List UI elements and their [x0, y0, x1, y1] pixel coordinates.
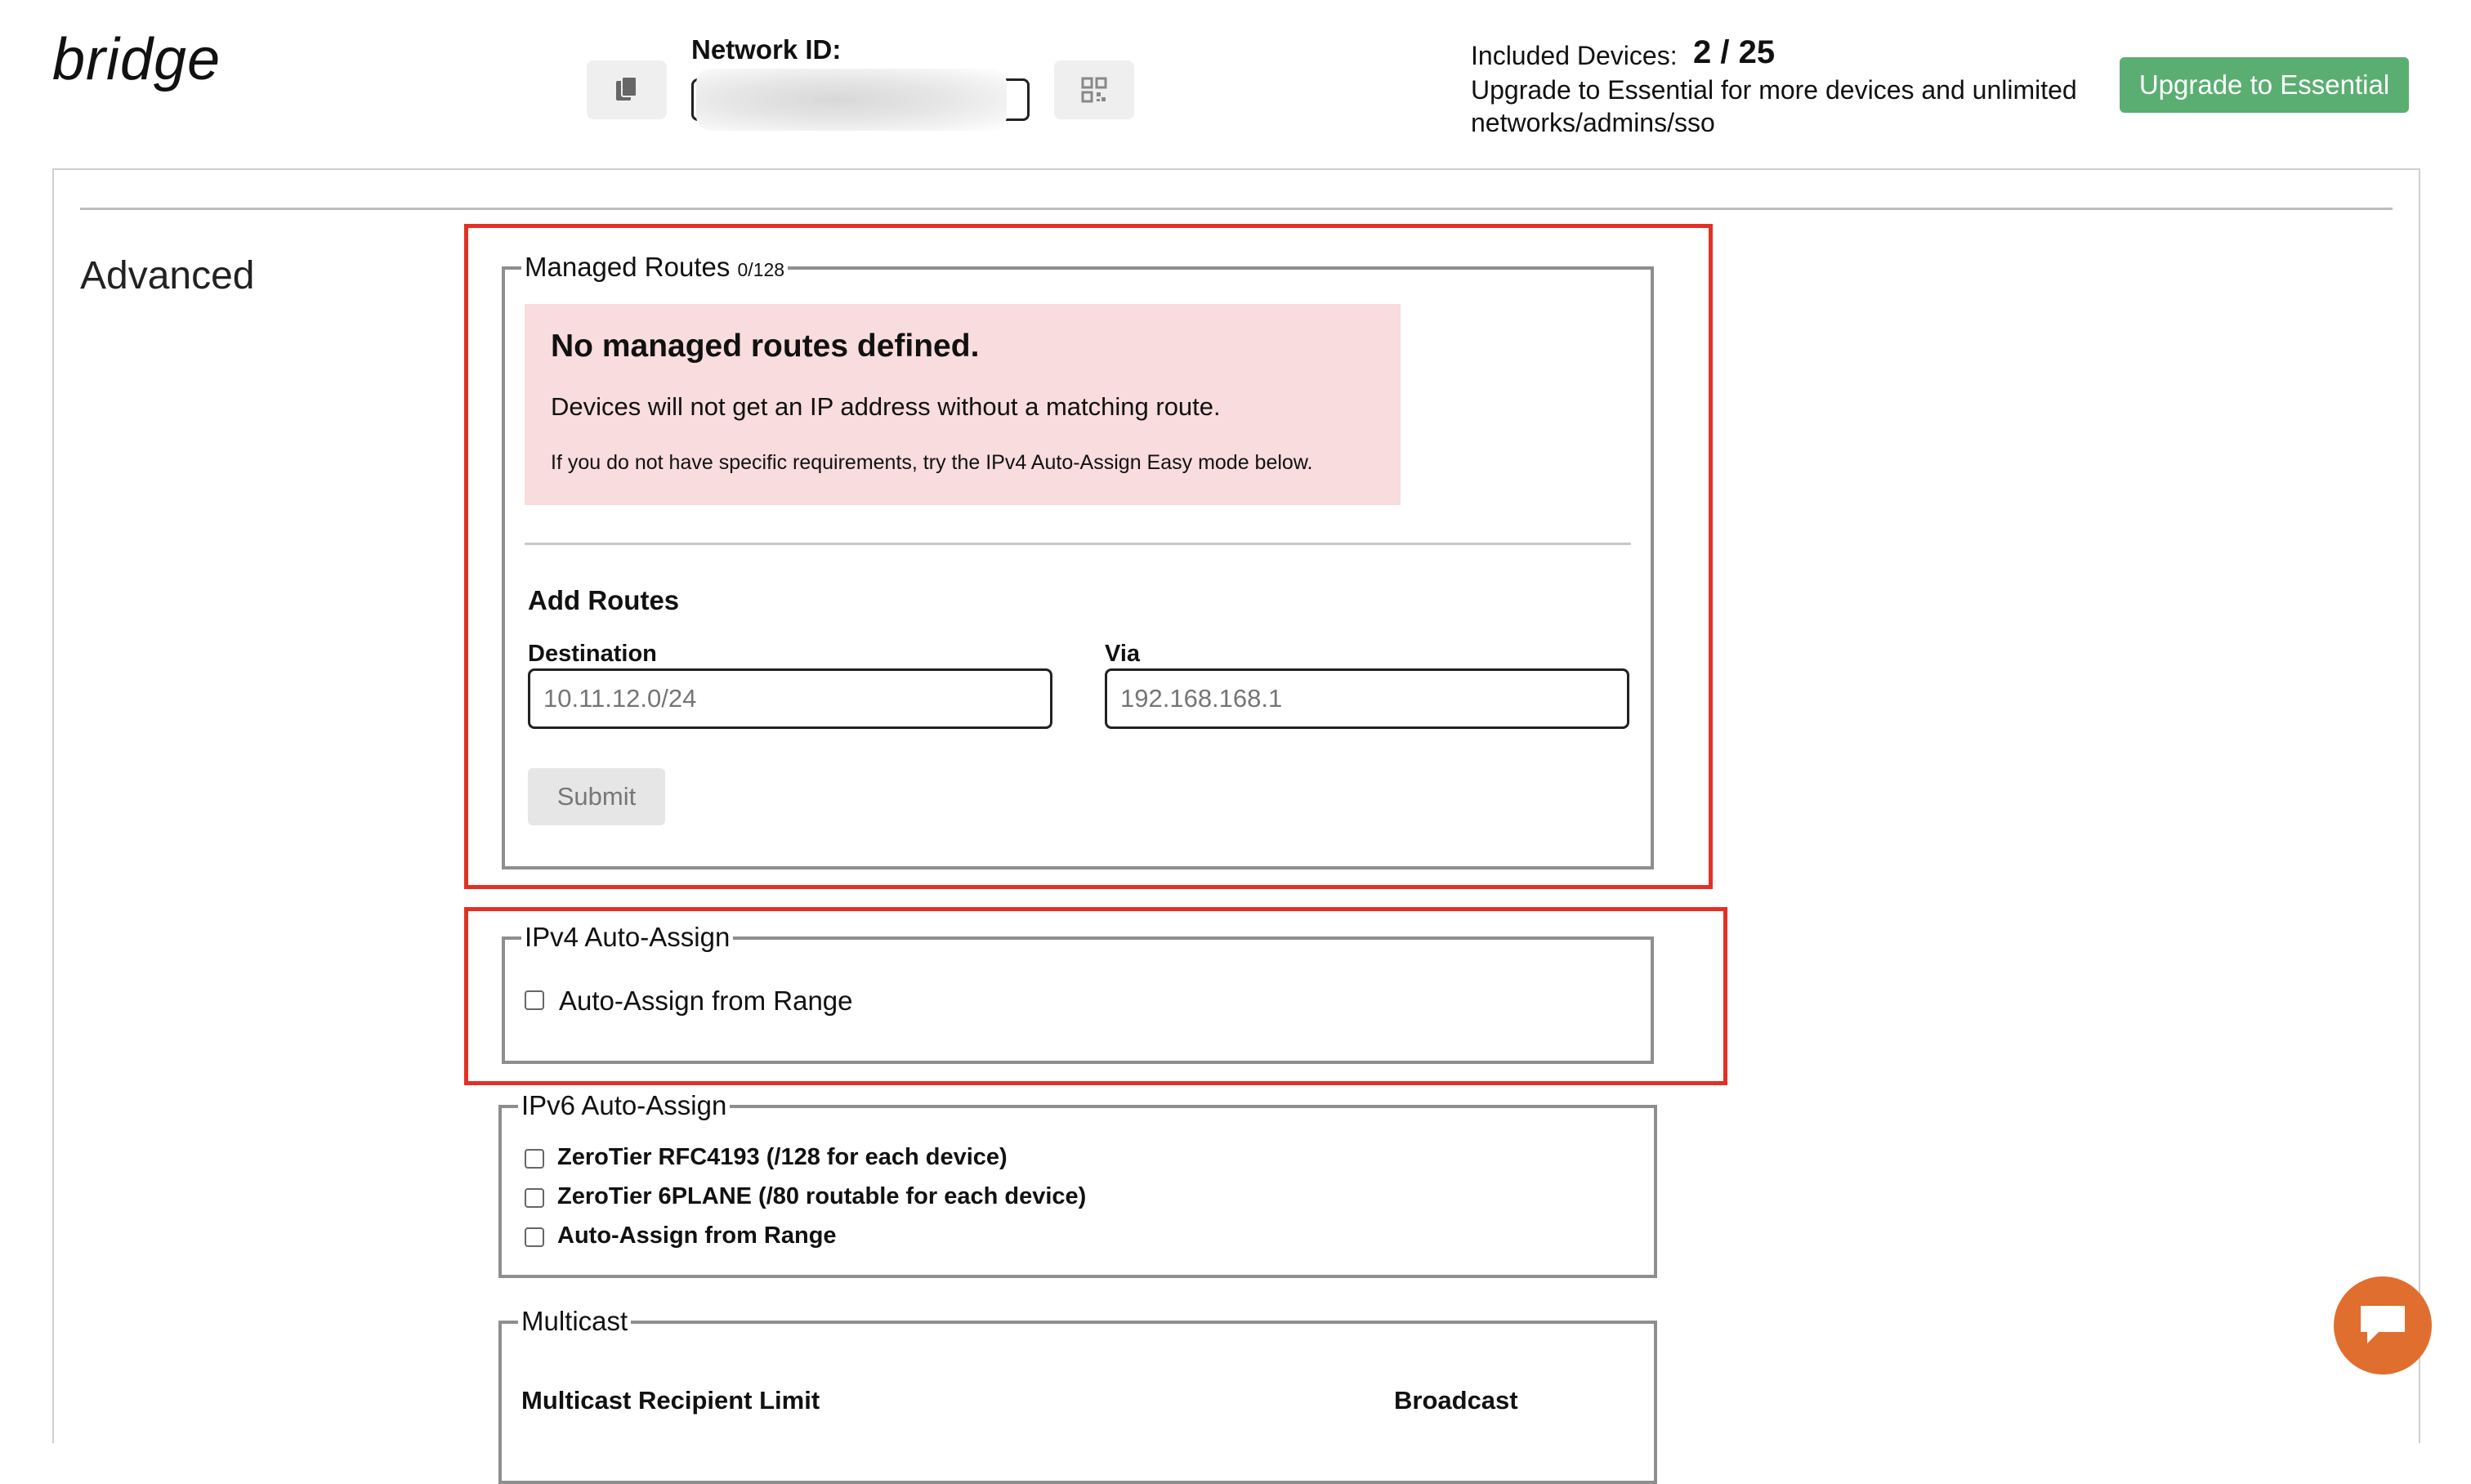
destination-label: Destination — [528, 641, 657, 667]
upgrade-button[interactable]: Upgrade to Essential — [2120, 57, 2409, 113]
ipv4-autoassign-legend: IPv4 Auto-Assign — [521, 922, 733, 953]
upgrade-text: Upgrade to Essential for more devices and unlimited networks/admins/sso — [1471, 75, 2077, 137]
included-devices-label: Included Devices: — [1471, 41, 1678, 70]
app-logo: bridge — [52, 27, 221, 92]
multicast-legend: Multicast — [518, 1306, 631, 1337]
managed-routes-count: 0/128 — [737, 259, 785, 280]
ipv6-6plane-label[interactable]: ZeroTier 6PLANE (/80 routable for each device) — [557, 1183, 1087, 1209]
ipv4-autoassign-label[interactable]: Auto-Assign from Range — [559, 986, 853, 1016]
qr-code-button[interactable] — [1054, 60, 1134, 119]
section-title: Advanced — [80, 254, 255, 297]
alert-title: No managed routes defined. — [551, 329, 980, 364]
network-id-label: Network ID: — [691, 34, 842, 65]
submit-button[interactable]: Submit — [528, 768, 665, 825]
alert-hint: If you do not have specific requirements, try the IPv4 Auto-Assign Easy mode below. — [551, 451, 1313, 474]
copy-icon — [614, 76, 639, 104]
ipv6-rfc4193-label[interactable]: ZeroTier RFC4193 (/128 for each device) — [557, 1144, 1008, 1170]
annotation-box-ipv4 — [464, 907, 1727, 1085]
network-id-redacted — [696, 69, 1007, 131]
annotation-box-managed-routes — [464, 224, 1713, 889]
ipv6-rfc4193-checkbox[interactable] — [525, 1149, 544, 1169]
alert-body: Devices will not get an IP address without a matching route. — [551, 392, 1221, 421]
managed-routes-title: Managed Routes — [525, 252, 731, 282]
copy-network-id-button[interactable] — [587, 60, 667, 119]
via-label: Via — [1105, 641, 1141, 667]
qr-code-icon — [1081, 77, 1107, 103]
ipv6-6plane-checkbox[interactable] — [525, 1188, 544, 1208]
chat-button[interactable] — [2334, 1276, 2432, 1374]
add-routes-heading: Add Routes — [528, 585, 680, 615]
ipv6-range-label[interactable]: Auto-Assign from Range — [557, 1223, 837, 1249]
ipv6-range-checkbox[interactable] — [525, 1227, 544, 1247]
divider — [80, 208, 2393, 210]
chat-bubble-icon — [2357, 1303, 2408, 1348]
broadcast-label: Broadcast — [1394, 1386, 1518, 1415]
ipv6-autoassign-legend: IPv6 Auto-Assign — [518, 1090, 730, 1121]
included-devices-count: 2 / 25 — [1693, 34, 1776, 70]
multicast-recipient-limit-label: Multicast Recipient Limit — [521, 1386, 820, 1415]
